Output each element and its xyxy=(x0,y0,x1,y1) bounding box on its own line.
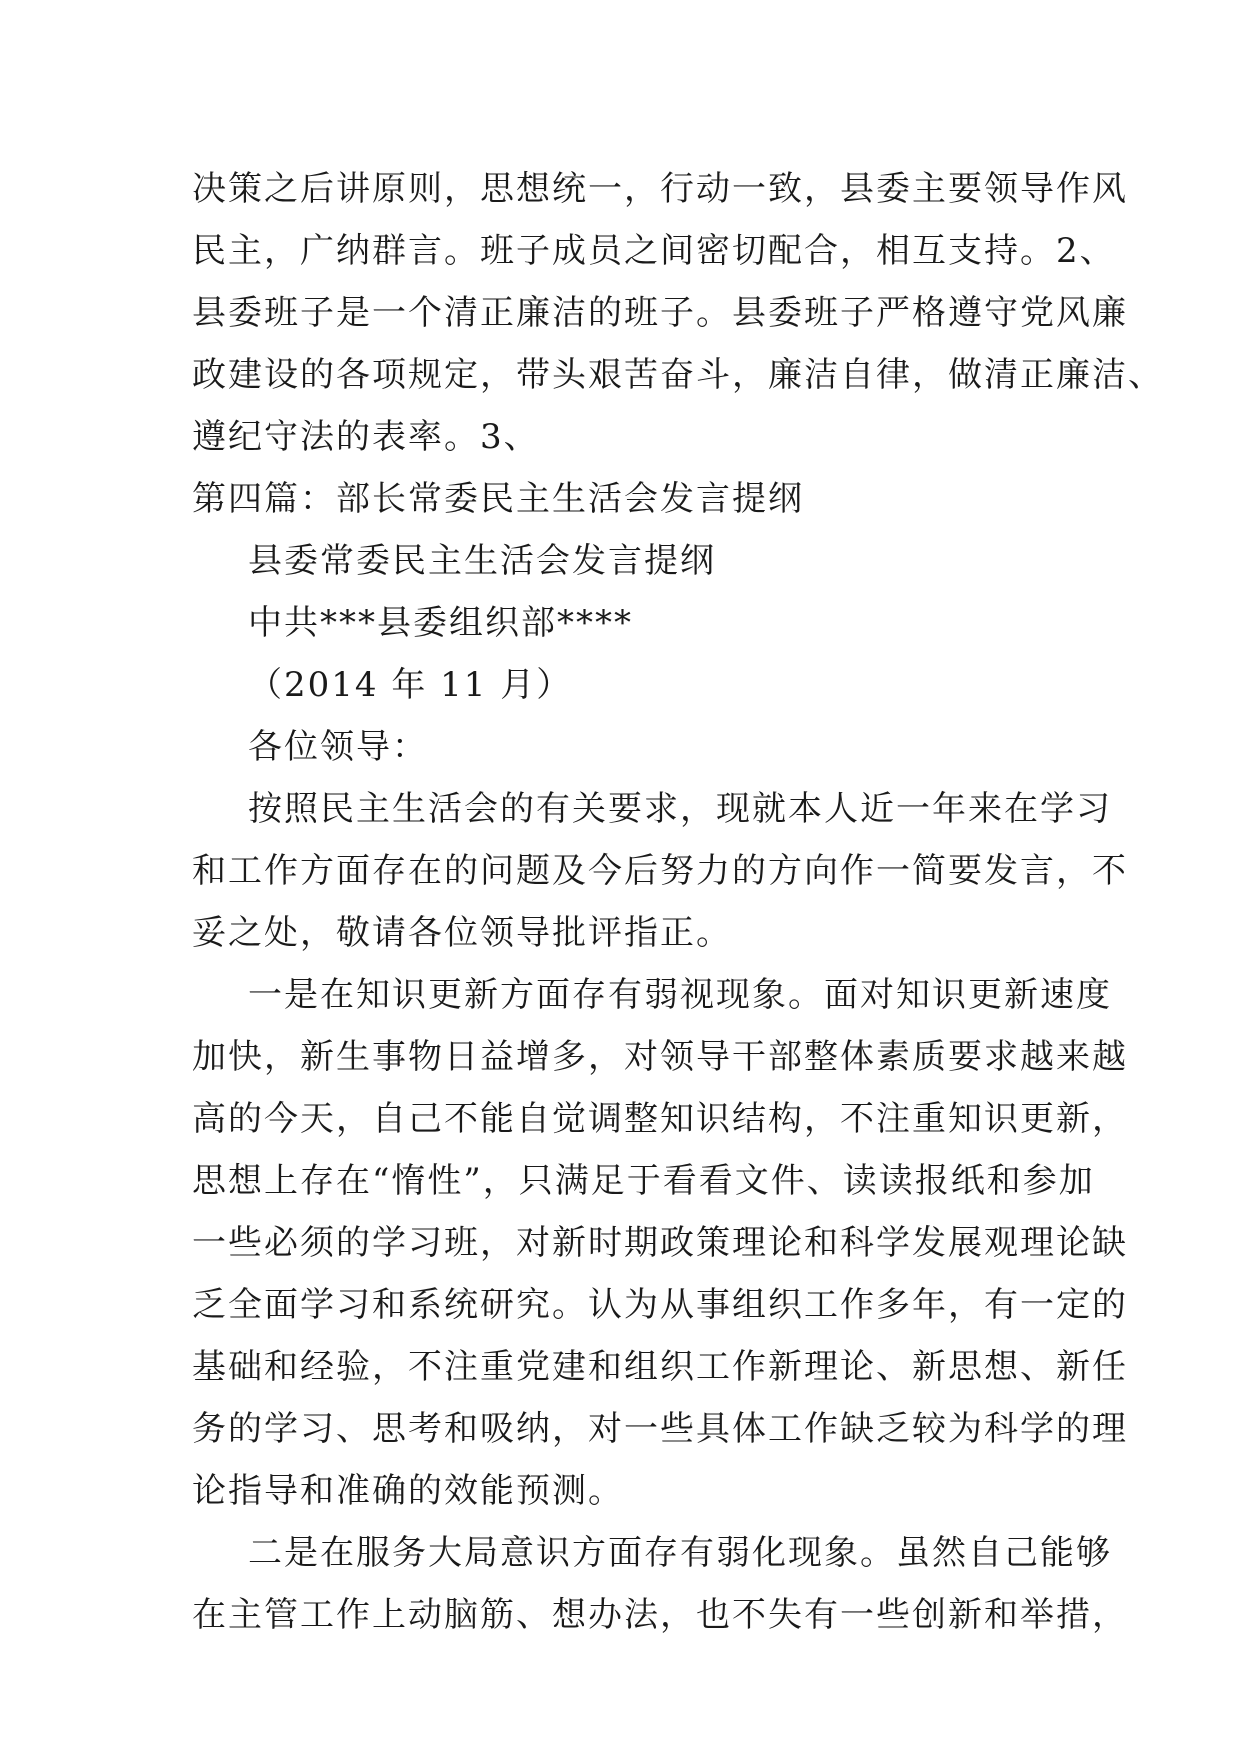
text-line: 乏全面学习和系统研究。认为从事组织工作多年，有一定的 xyxy=(192,1285,1128,1325)
text-line: 在主管工作上动脑筋、想办法，也不失有一些创新和举措， xyxy=(192,1595,1128,1635)
text-line: 按照民主生活会的有关要求，现就本人近一年来在学习 xyxy=(248,789,1112,829)
text-line: 县委班子是一个清正廉洁的班子。县委班子严格遵守党风廉 xyxy=(192,293,1128,333)
text-line: 决策之后讲原则，思想统一，行动一致，县委主要领导作风 xyxy=(192,169,1128,209)
text-line: 遵纪守法的表率。3、 xyxy=(192,417,540,457)
text-line: 思想上存在“惰性”，只满足于看看文件、读读报纸和参加 xyxy=(192,1161,1095,1201)
speech-date: （2014 年 11 月） xyxy=(248,665,573,705)
text-line: 和工作方面存在的问题及今后努力的方向作一简要发言，不 xyxy=(192,851,1128,891)
text-line: 一些必须的学习班，对新时期政策理论和科学发展观理论缺 xyxy=(192,1223,1128,1263)
text-line: 论指导和准确的效能预测。 xyxy=(192,1471,624,1511)
text-line: 政建设的各项规定，带头艰苦奋斗，廉洁自律，做清正廉洁、 xyxy=(192,355,1164,395)
document-page xyxy=(192,158,1164,1646)
section-heading: 第四篇：部长常委民主生活会发言提纲 xyxy=(192,479,804,519)
text-line: 二是在服务大局意识方面存有弱化现象。虽然自己能够 xyxy=(248,1533,1112,1573)
text-line: 一是在知识更新方面存有弱视现象。面对知识更新速度 xyxy=(248,975,1112,1015)
text-line: 高的今天，自己不能自觉调整知识结构，不注重知识更新， xyxy=(192,1099,1128,1139)
speech-title: 县委常委民主生活会发言提纲 xyxy=(248,541,716,581)
speaker-affiliation: 中共***县委组织部**** xyxy=(248,603,633,643)
salutation: 各位领导： xyxy=(248,727,428,767)
text-line: 加快，新生事物日益增多，对领导干部整体素质要求越来越 xyxy=(192,1037,1128,1077)
text-line: 妥之处，敬请各位领导批评指正。 xyxy=(192,913,732,953)
text-line: 民主，广纳群言。班子成员之间密切配合，相互支持。2、 xyxy=(192,231,1116,271)
text-line: 务的学习、思考和吸纳，对一些具体工作缺乏较为科学的理 xyxy=(192,1409,1128,1449)
text-line: 基础和经验，不注重党建和组织工作新理论、新思想、新任 xyxy=(192,1347,1128,1387)
